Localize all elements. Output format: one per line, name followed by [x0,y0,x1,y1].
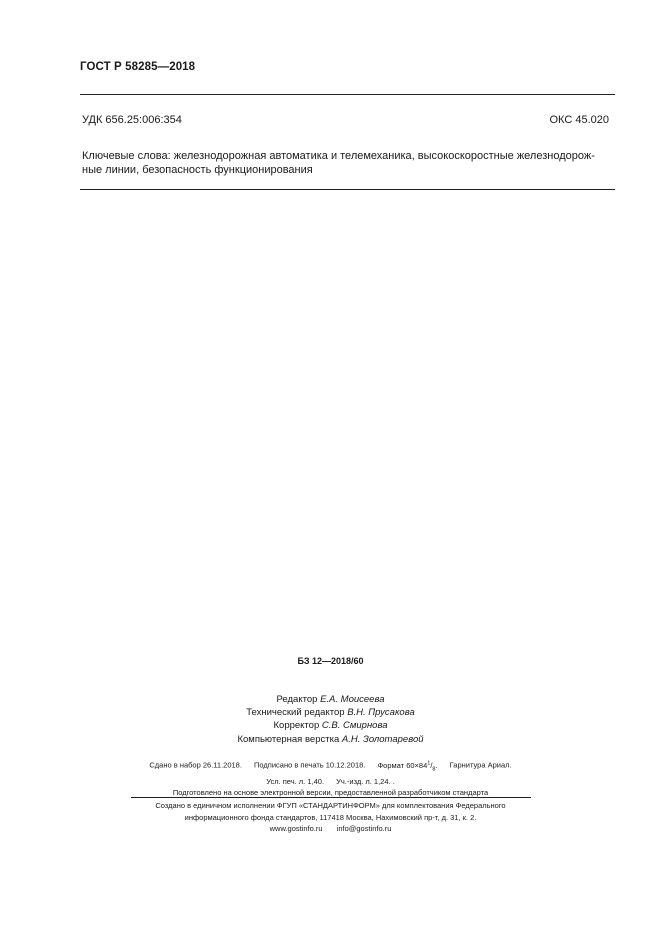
trailing-dot: . [392,776,395,786]
paper-format: Формат $60\times 84^1/_8$. [377,760,438,772]
udk-code: УДК 656.25:006:354 [82,114,182,126]
source-note: Подготовлено на основе электронной версии, предоставленной разработчиком стандарта [172,788,489,797]
typeface: Гарнитура Ариал. [449,760,512,770]
publisher-line2: информационного фонда стандартов, 117418 Москва, Нахимовский пр-т, д. 31, к. 2. [184,812,477,822]
document-code: ГОСТ Р 58285—2018 [80,61,196,73]
layout-role: Компьютерная верстка [237,733,340,745]
print-info [0,758,661,799]
format-prefix: Формат 60×84 [377,760,428,770]
tech-editor-role: Технический редактор [246,707,345,719]
editor-role: Редактор [276,694,318,705]
tech-editor-row [0,706,661,719]
publisher-website-link[interactable]: www.gostinfo.ru [269,824,323,833]
print-info-row2 [0,776,661,788]
staff-credits [0,693,661,746]
publisher-contacts [0,823,661,835]
layout-name: А.Н. Золотаревой [341,733,424,745]
top-divider [80,94,615,95]
keywords-divider [80,189,615,190]
publisher-divider [131,797,531,798]
print-info-row1 [0,758,661,776]
keywords-line1: железнодорожная автоматика и телемеханика, высокоскоростные железнодорож- [173,150,595,162]
editor-row [0,693,661,706]
publisher-info [0,800,661,835]
signed-date: Подписано в печать 10.12.2018. [254,760,366,770]
publisher-email-link[interactable]: info@gostinfo.ru [336,824,392,833]
pub-sheets: Уч.-изд. л. 1,24. [336,776,391,786]
tech-editor-name: В.Н. Прусакова [347,707,415,719]
typeset-date: Сдано в набор 26.11.2018. [149,760,242,770]
publisher-line1: Создано в единичном исполнении ФГУП «СТАНДАРТИНФОРМ» для комплектования Федерального [155,801,506,810]
oks-code: ОКС 45.020 [549,114,609,126]
format-numerator: 1 [427,760,431,766]
editor-name: Е.А. Моисеева [320,694,385,705]
keywords-line2: ные линии, безопасность функционирования [82,163,313,176]
format-denominator: 8 [432,766,436,772]
print-sheets: Усл. печ. л. 1,40. [266,776,325,786]
layout-row [0,733,661,746]
corrector-row [0,719,661,732]
corrector-role: Корректор [273,720,320,732]
format-suffix: . [435,760,438,770]
keywords-block [82,150,612,177]
corrector-name: С.В. Смирнова [321,720,388,732]
bz-number: БЗ 12—2018/60 [297,656,364,666]
keywords-label: Ключевые слова: [82,150,171,162]
